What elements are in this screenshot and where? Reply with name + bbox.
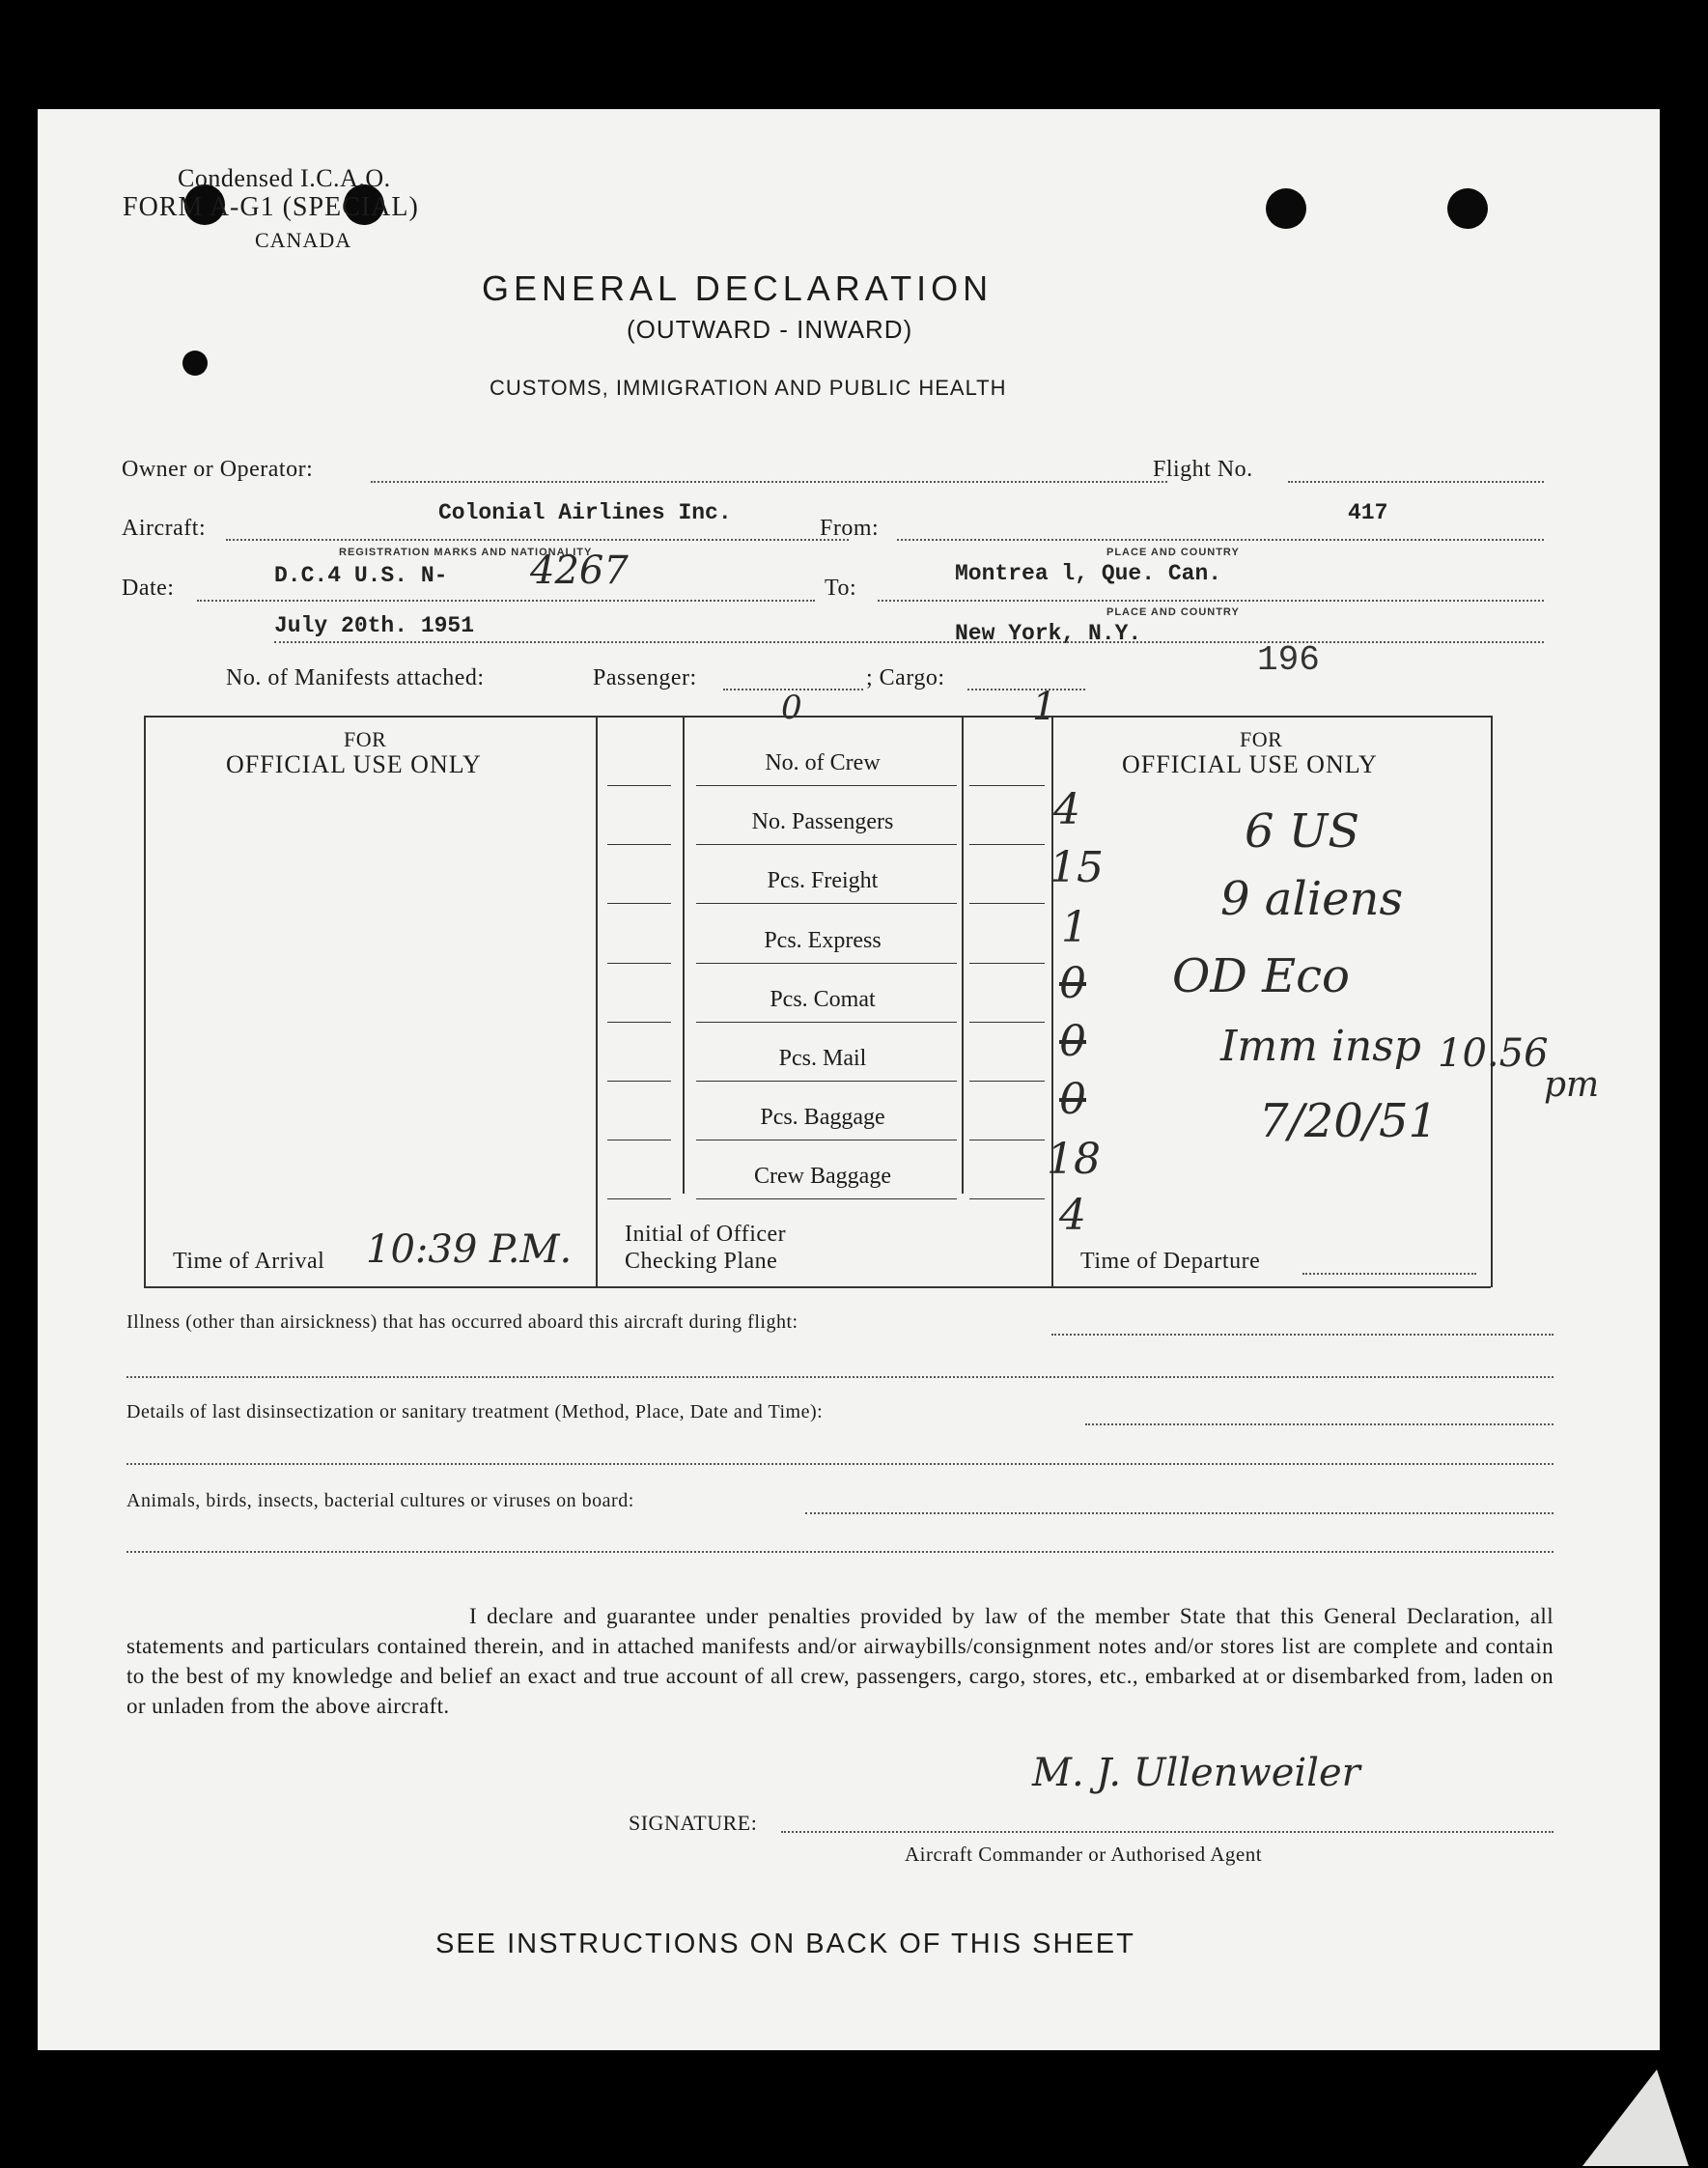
illness-question: Illness (other than airsickness) that has occurred aboard this aircraft during flight:	[126, 1311, 798, 1333]
owner-label: Owner or Operator:	[122, 457, 314, 482]
count-value-baggage: 18	[1047, 1135, 1101, 1184]
answer-line	[1085, 1423, 1554, 1425]
form-code-line1: Condensed I.C.A.O.	[178, 164, 391, 192]
row-label-baggage: Pcs. Baggage	[760, 1105, 885, 1130]
row-rule	[607, 1081, 671, 1082]
table-bottom-border	[144, 1286, 1491, 1288]
disinsectization-question: Details of last disinsectization or sanitary treatment (Method, Place, Date and Time):	[126, 1401, 824, 1422]
row-rule	[969, 1198, 1045, 1199]
passenger-value: 0	[781, 689, 802, 727]
answer-line	[126, 1463, 1554, 1465]
row-rule	[969, 1022, 1045, 1023]
row-rule	[969, 963, 1045, 964]
punch-hole	[1266, 188, 1306, 229]
flight-label: Flight No.	[1153, 457, 1253, 482]
instructions-footer: SEE INSTRUCTIONS ON BACK OF THIS SHEET	[435, 1929, 1135, 1959]
row-rule	[607, 903, 671, 904]
registration-caption: REGISTRATION MARKS AND NATIONALITY	[339, 547, 593, 558]
table-border	[144, 716, 146, 1287]
row-rule	[969, 1081, 1045, 1082]
initial-officer-line1: Initial of Officer	[625, 1222, 787, 1247]
row-rule	[696, 1198, 957, 1199]
answer-line	[1051, 1334, 1554, 1336]
aircraft-value: D.C.4 U.S. N-	[274, 563, 448, 588]
arrival-value: 10:39 P.M.	[366, 1227, 573, 1272]
initial-officer-line2: Checking Plane	[625, 1249, 778, 1274]
row-rule	[696, 1081, 957, 1082]
count-value-crew-baggage: 4	[1059, 1191, 1086, 1240]
flight-value: 417	[1348, 500, 1388, 525]
to-caption: PLACE AND COUNTRY	[1106, 606, 1240, 618]
row-rule	[696, 844, 957, 845]
row-label-passengers: No. Passengers	[751, 809, 894, 834]
row-rule	[607, 963, 671, 964]
row-rule	[696, 903, 957, 904]
departure-label: Time of Departure	[1080, 1249, 1261, 1274]
count-value-passengers: 15	[1050, 843, 1104, 892]
folded-corner	[1582, 2069, 1689, 2166]
cargo-line	[967, 689, 1085, 690]
official-note-date: 7/20/51	[1259, 1094, 1439, 1148]
row-rule	[969, 785, 1045, 786]
count-value-comat: 0	[1059, 1017, 1086, 1066]
table-border	[683, 716, 685, 1194]
aircraft-number-handwritten: 4267	[530, 549, 629, 593]
count-value-crew: 4	[1053, 785, 1080, 834]
punch-hole	[1447, 188, 1488, 229]
flight-line	[1288, 481, 1544, 483]
date-line	[197, 600, 815, 602]
signature-label: SIGNATURE:	[629, 1811, 758, 1835]
from-value: Montrea l, Que. Can.	[955, 561, 1222, 586]
to-value: New York, N.Y.	[955, 621, 1142, 646]
official-note-pm: pm	[1544, 1065, 1600, 1105]
passenger-label: Passenger:	[593, 665, 697, 690]
row-label-crew-baggage: Crew Baggage	[754, 1164, 891, 1189]
animals-question: Animals, birds, insects, bacterial cultures or viruses on board:	[126, 1490, 634, 1511]
row-label-express: Pcs. Express	[764, 928, 882, 953]
cargo-label: ; Cargo:	[866, 665, 945, 690]
from-caption: PLACE AND COUNTRY	[1106, 547, 1240, 558]
official-note-time: 10.56	[1438, 1031, 1549, 1076]
left-for-label: FOR	[344, 727, 387, 751]
aircraft-label: Aircraft:	[122, 516, 207, 541]
table-border	[596, 716, 598, 1287]
row-label-crew: No. of Crew	[765, 750, 881, 775]
manifests-label: No. of Manifests attached:	[226, 665, 485, 690]
count-value-mail: 0	[1059, 1075, 1086, 1124]
row-rule	[969, 844, 1045, 845]
signature-caption: Aircraft Commander or Authorised Agent	[905, 1843, 1263, 1866]
row-label-comat: Pcs. Comat	[770, 987, 876, 1012]
section-heading: CUSTOMS, IMMIGRATION AND PUBLIC HEALTH	[490, 376, 1007, 400]
to-label: To:	[825, 576, 857, 601]
owner-line	[371, 481, 1167, 483]
cargo-value: 1	[1032, 685, 1057, 729]
row-rule	[696, 1022, 957, 1023]
form-code-line2: FORM A-G1 (SPECIAL)	[123, 192, 419, 222]
row-rule	[696, 785, 957, 786]
punch-hole	[182, 351, 208, 376]
right-for-label: FOR	[1240, 727, 1283, 751]
right-official-label: OFFICIAL USE ONLY	[1122, 750, 1378, 778]
stamp-number: 196	[1257, 640, 1320, 680]
row-rule	[607, 1198, 671, 1199]
page-title: GENERAL DECLARATION	[482, 268, 994, 308]
row-rule	[607, 1022, 671, 1023]
row-rule	[607, 844, 671, 845]
row-label-mail: Pcs. Mail	[778, 1046, 867, 1071]
aircraft-line	[226, 539, 849, 541]
row-rule	[607, 785, 671, 786]
count-value-express: 0	[1059, 959, 1086, 1008]
signature-line	[781, 1831, 1554, 1833]
declaration-sheet	[38, 109, 1660, 2050]
date-value: July 20th. 1951	[274, 613, 475, 638]
from-line	[897, 539, 1544, 541]
from-label: From:	[820, 516, 880, 541]
values-line	[274, 641, 1544, 643]
owner-value: Colonial Airlines Inc.	[438, 500, 732, 525]
table-top-border	[144, 716, 1491, 718]
official-note-od: OD Eco	[1172, 949, 1350, 1003]
signature-handwritten: M. J. Ullenweiler	[1032, 1751, 1360, 1795]
answer-line	[805, 1512, 1554, 1514]
left-official-label: OFFICIAL USE ONLY	[226, 750, 482, 778]
official-note-aliens: 9 aliens	[1220, 872, 1404, 926]
form-country: CANADA	[255, 228, 352, 252]
count-value-freight: 1	[1061, 903, 1088, 952]
row-rule	[969, 903, 1045, 904]
row-rule	[696, 963, 957, 964]
table-border	[962, 716, 964, 1194]
official-note-us: 6 US	[1245, 804, 1360, 859]
declaration-text: I declare and guarantee under penalties provided by law of the member State that this General Declaration, all statements and particulars contained therein, and in attached manifests and/or airwaybills/consignment notes and/or stores list are complete and contain to the best of my knowledge and belief an exact and true account of all crew, passengers, cargo, stores, etc., embarked at or disembarked from, laden on or unladen from the above aircraft.	[126, 1604, 1554, 1718]
official-note-imm: Imm insp	[1220, 1022, 1421, 1071]
table-border	[1491, 716, 1493, 1287]
answer-line	[126, 1551, 1554, 1553]
to-line	[878, 600, 1544, 602]
departure-line	[1302, 1273, 1476, 1275]
arrival-label: Time of Arrival	[173, 1249, 325, 1274]
row-label-freight: Pcs. Freight	[767, 868, 879, 893]
answer-line	[126, 1376, 1554, 1378]
page-subtitle: (OUTWARD - INWARD)	[627, 315, 913, 344]
date-label: Date:	[122, 576, 175, 601]
